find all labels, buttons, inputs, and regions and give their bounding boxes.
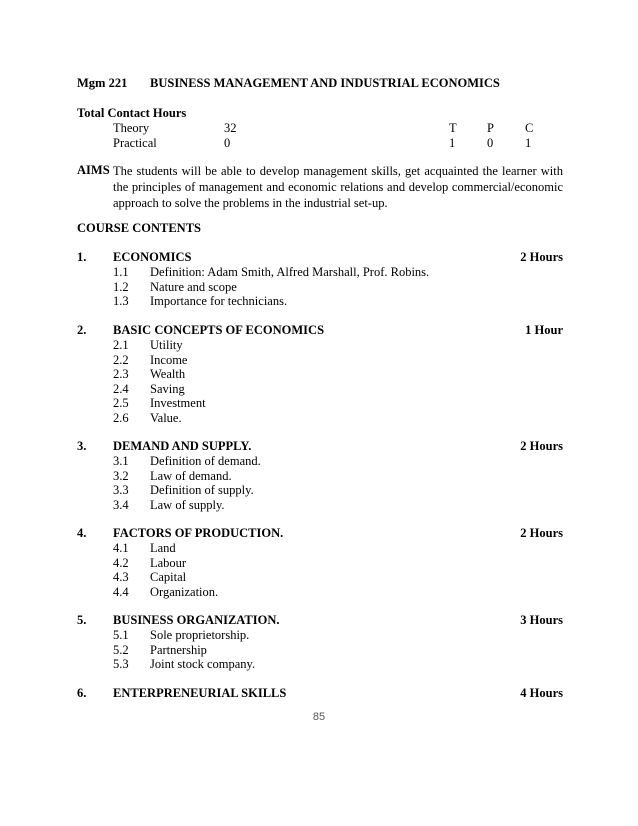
p-header: P (487, 121, 494, 135)
p-value: 0 (487, 136, 494, 150)
page-number: 85 (312, 711, 326, 723)
contact-hours-heading: Total Contact Hours (77, 106, 187, 120)
course-title: BUSINESS MANAGEMENT AND INDUSTRIAL ECONOMICS (150, 76, 500, 90)
section-title: ENTERPRENEURIAL SKILLS (113, 686, 287, 700)
topic-text: Income (150, 352, 188, 367)
topic-text: Labour (150, 555, 187, 570)
topic-number: 1.1 (113, 265, 129, 279)
course-code: Mgm 221 (77, 76, 128, 90)
theory-hours: 32 (224, 121, 237, 135)
topic-number: 4.1 (113, 541, 129, 555)
topic-text: Joint stock company. (150, 657, 256, 672)
topic-text: Law of supply. (150, 497, 225, 512)
topic-number: 2.6 (113, 411, 129, 425)
section-hours: 2 Hours (520, 526, 563, 540)
section-title: DEMAND AND SUPPLY. (113, 439, 252, 453)
topic-text: Definition of supply. (150, 483, 254, 498)
topic-number: 1.3 (113, 294, 129, 309)
topic-text: Partnership (150, 642, 207, 657)
section-title: FACTORS OF PRODUCTION. (113, 526, 284, 540)
topic-text: Definition of demand. (150, 454, 261, 468)
topic-text: Capital (150, 570, 187, 585)
topic-number: 4.4 (113, 584, 129, 599)
section-number: 2. (77, 323, 87, 337)
section-number: 5. (77, 613, 87, 627)
t-header: T (449, 121, 457, 135)
topic-number: 5.1 (113, 628, 129, 642)
topic-text: Importance for technicians. (150, 294, 288, 309)
topic-number: 2.5 (113, 396, 129, 411)
topic-number: 3.4 (113, 497, 129, 512)
topic-text: Organization. (150, 584, 219, 599)
c-header: C (525, 121, 534, 135)
topic-text: Utility (150, 338, 183, 352)
practical-label: Practical (113, 136, 157, 150)
section-number: 3. (77, 439, 87, 453)
section-number: 1. (77, 250, 87, 264)
section-hours: 1 Hour (525, 323, 563, 337)
section-hours: 2 Hours (520, 250, 563, 264)
topic-number: 5.2 (113, 642, 129, 657)
topic-number: 2.3 (113, 367, 129, 382)
section-hours: 4 Hours (520, 686, 563, 700)
c-value: 1 (525, 136, 532, 150)
topic-number: 2.4 (113, 381, 129, 396)
course-contents-heading: COURSE CONTENTS (77, 221, 201, 235)
topic-number: 1.2 (113, 279, 129, 294)
topic-number: 2.2 (113, 352, 129, 367)
topic-text: Definition: Adam Smith, Alfred Marshall, Prof. Robins. (150, 265, 430, 279)
theory-label: Theory (113, 121, 150, 135)
section-title: BUSINESS ORGANIZATION. (113, 613, 280, 627)
topic-number: 3.1 (113, 454, 129, 468)
topic-number: 4.3 (113, 570, 129, 585)
practical-hours: 0 (224, 136, 231, 150)
topic-number: 5.3 (113, 657, 129, 672)
section-title: BASIC CONCEPTS OF ECONOMICS (113, 323, 325, 337)
topic-number: 2.1 (113, 338, 129, 352)
topic-text: Investment (150, 396, 206, 411)
section-number: 6. (77, 686, 87, 700)
topic-number: 3.2 (113, 468, 129, 483)
section-title: ECONOMICS (113, 250, 192, 264)
section-hours: 2 Hours (520, 439, 563, 453)
section-number: 4. (77, 526, 87, 540)
section-hours: 3 Hours (520, 613, 563, 627)
t-value: 1 (449, 136, 456, 150)
topic-text: Law of demand. (150, 468, 232, 483)
topic-text: Saving (150, 381, 185, 396)
aims-text: The students will be able to develop management skills, get acquainted the learner with the principles of management and economic relations and develop commercial/economic approach to solve the problems in the industrial set-up. (113, 164, 563, 210)
topic-text: Sole proprietorship. (150, 628, 250, 642)
topic-text: Wealth (150, 367, 186, 382)
topic-text: Land (150, 541, 176, 555)
topic-number: 4.2 (113, 555, 129, 570)
topic-number: 3.3 (113, 483, 129, 498)
topic-text: Value. (150, 411, 182, 425)
topic-text: Nature and scope (150, 279, 237, 294)
aims-label: AIMS (77, 163, 110, 177)
